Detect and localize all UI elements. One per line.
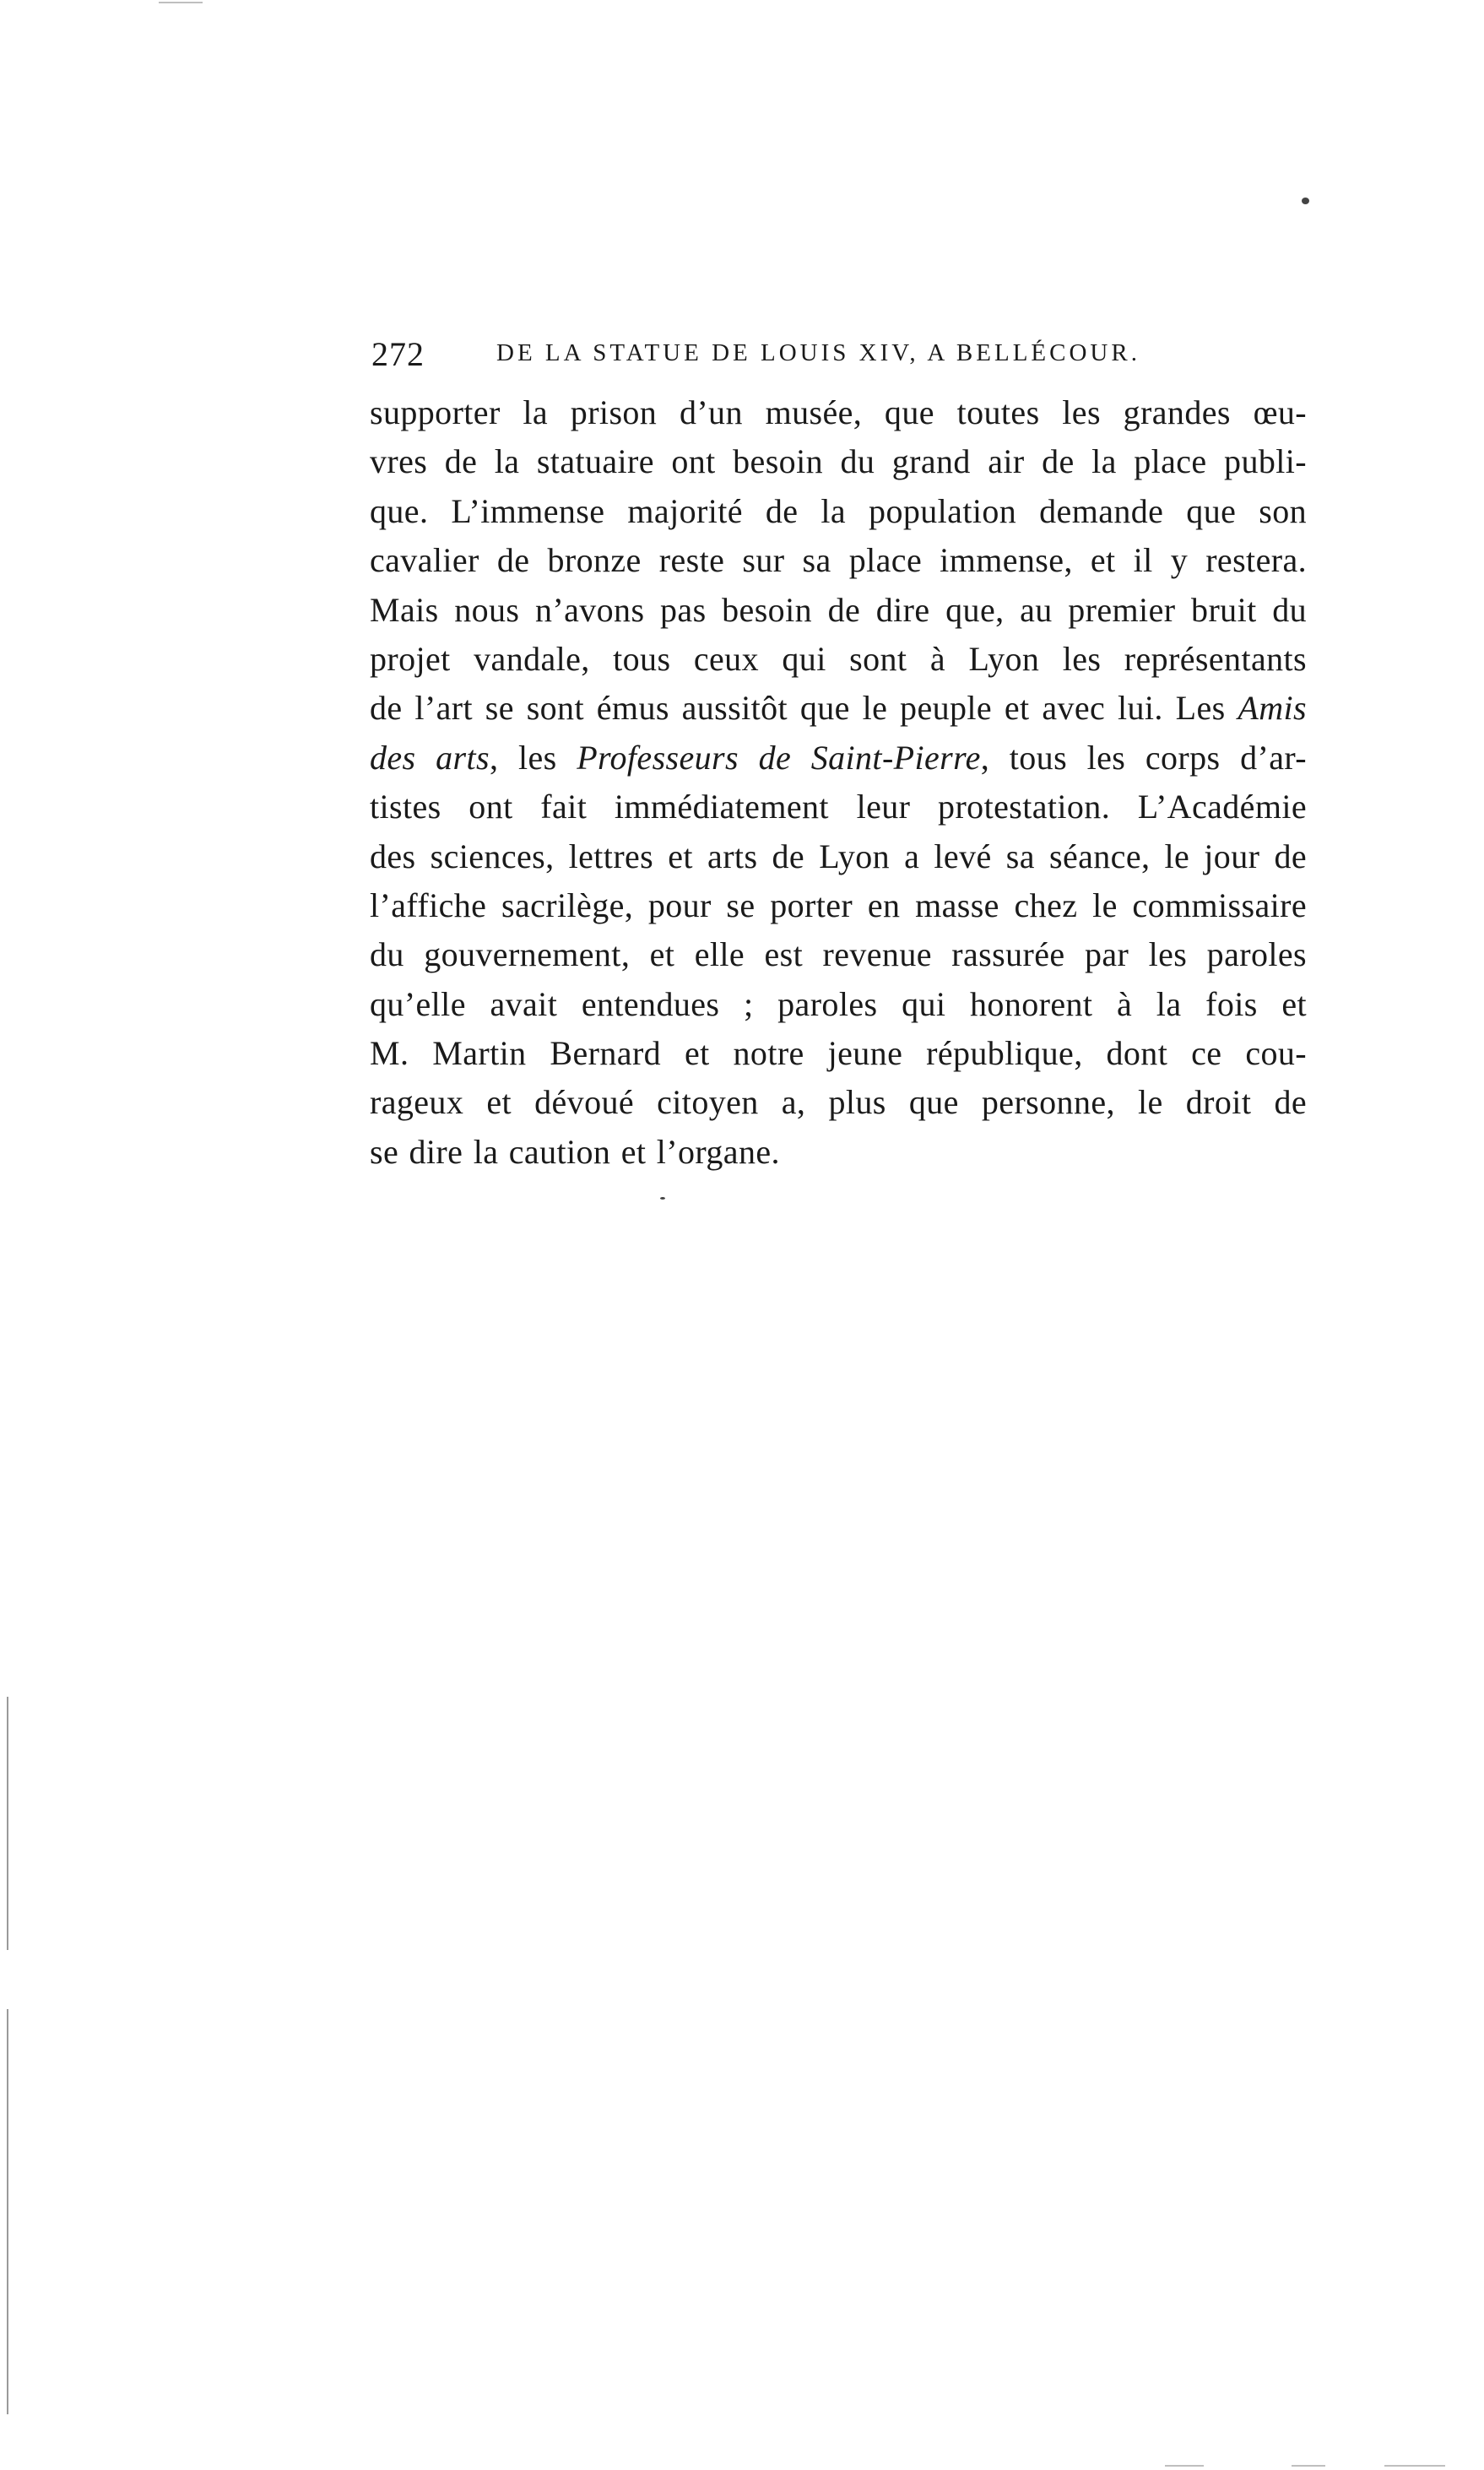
bottom-edge-rule <box>1292 2465 1325 2467</box>
text-run: rageux et dévoué citoyen a, plus que personne, le droit de <box>370 1083 1307 1122</box>
text-run: se dire la caution et l’organe. <box>370 1132 780 1171</box>
text-line <box>370 586 1307 635</box>
top-edge-rule <box>159 2 203 3</box>
text-line <box>370 536 1307 585</box>
text-run: , tous les corps d’ar- <box>980 738 1307 777</box>
bottom-edge-rule <box>1165 2465 1204 2467</box>
text-run: l’affiche sacrilège, pour se porter en masse chez le commissaire <box>370 886 1307 924</box>
text-line <box>370 487 1307 536</box>
text-run: cavalier de bronze reste sur sa place immense, et il y restera. <box>370 541 1307 580</box>
italic-phrase: Professeurs de Saint-Pierre <box>577 738 981 777</box>
text-line <box>370 881 1307 930</box>
page-number: 272 <box>371 335 425 373</box>
text-line <box>370 388 1307 437</box>
text-run: que. L’immense majorité de la population demande que son <box>370 491 1307 530</box>
italic-phrase: Amis <box>1238 689 1307 728</box>
text-run: de l’art se sont émus aussitôt que le peuple et avec lui. Les <box>370 689 1238 728</box>
text-line <box>370 437 1307 486</box>
text-run: supporter la prison d’un musée, que toutes les grandes œu- <box>370 393 1307 431</box>
text-run: , les <box>489 738 577 777</box>
text-line <box>370 635 1307 684</box>
text-line <box>370 684 1307 733</box>
text-run: qu’elle avait entendues ; paroles qui honorent à la fois et <box>370 984 1307 1023</box>
text-line <box>370 980 1307 1029</box>
left-edge-mark <box>7 2009 8 2414</box>
text-run: Mais nous n’avons pas besoin de dire que, au premier bruit du <box>370 590 1307 629</box>
body-paragraph <box>370 388 1307 1177</box>
running-head: DE LA STATUE DE LOUIS XIV, A BELLÉCOUR. <box>496 339 1140 366</box>
text-line <box>370 1029 1307 1078</box>
text-line <box>370 1078 1307 1127</box>
ink-speck <box>660 1197 665 1200</box>
text-run: vres de la statuaire ont besoin du grand air de la place publi- <box>370 442 1307 481</box>
bottom-edge-rule <box>1384 2465 1445 2467</box>
page-header <box>371 334 1300 385</box>
ink-speck <box>1302 198 1309 204</box>
text-line <box>370 930 1307 979</box>
text-run: tistes ont fait immédiatement leur protestation. L’Académie <box>370 788 1307 826</box>
text-line <box>370 783 1307 831</box>
text-run: projet vandale, tous ceux qui sont à Lyon les représentants <box>370 639 1307 678</box>
left-edge-mark <box>7 1697 8 1950</box>
text-line <box>370 832 1307 881</box>
italic-phrase: des arts <box>370 738 490 777</box>
text-run: des sciences, lettres et arts de Lyon a levé sa séance, le jour de <box>370 837 1307 875</box>
text-run: M. Martin Bernard et notre jeune république, dont ce cou- <box>370 1034 1307 1073</box>
text-line <box>370 1128 1307 1177</box>
text-line <box>370 734 1307 783</box>
text-run: du gouvernement, et elle est revenue rassurée par les paroles <box>370 935 1307 974</box>
